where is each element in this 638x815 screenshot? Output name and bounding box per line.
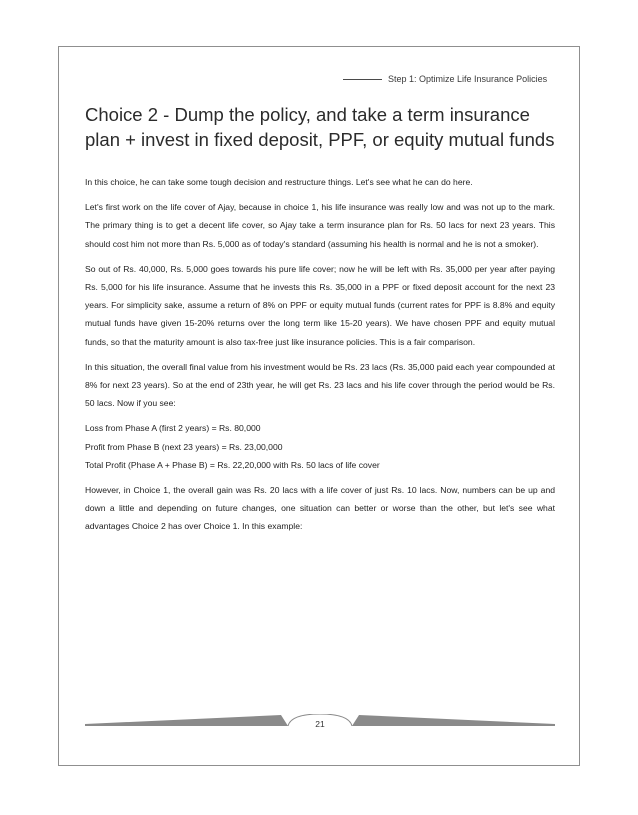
header-rule [343,79,382,80]
page-number: 21 [315,719,325,729]
paragraph-life-cover: Let's first work on the life cover of Ajay, because in choice 1, his life insurance was really low and was not up to the mark. The primary thing is to get a decent life cover, so Ajay take a term insurance plan for Rs. 50 lacs for next 23 years. This should cost him not more than Rs. 5,000 as of today's standard (assuming his health is normal and he is not a smoker). [85,202,555,249]
calc-line-profit: Profit from Phase B (next 23 years) = Rs. 23,00,000 [85,441,283,452]
page-title: Choice 2 - Dump the policy, and take a term insurance plan + invest in fixed deposit, PPF, or equity mutual funds [85,104,555,150]
calculation-block [85,419,555,474]
header-section-title: Step 1: Optimize Life Insurance Policies [388,74,548,84]
running-header [343,74,555,84]
calc-line-loss: Loss from Phase A (first 2 years) = Rs. 80,000 [85,423,261,434]
paragraph-investment: So out of Rs. 40,000, Rs. 5,000 goes towards his pure life cover; now he will be left with Rs. 35,000 per year after paying Rs. 5,000 for his life insurance. Assume that he invests this Rs. 35,000 in a PPF or fixed deposit account for the next 23 years. For simplicity sake, assume a return of 8% on PPF or equity mutual funds (current rates for PPF is 8.8% and equity mutual funds have given 15-20% returns over the long term like 15-20 years). We have chosen PPF and equity mutual funds, so that the maturity amount is also tax-free just like insurance policies. This is a fair comparison. [85,263,555,347]
paragraph-closing: However, in Choice 1, the overall gain was Rs. 20 lacs with a life cover of just Rs. 10 lacs. Now, numbers can be up and down a little and depending on future changes, one situation can better or worse than the other, but let's see what advantages Choice 2 has over Choice 1. In this example: [85,485,555,532]
paragraph-intro: In this choice, he can take some tough decision and restructure things. Let's see what he can do here. [85,177,473,187]
body-text [85,173,555,543]
calc-line-total: Total Profit (Phase A + Phase B) = Rs. 22,20,000 with Rs. 50 lacs of life cover [85,459,380,470]
paragraph-final-value: In this situation, the overall final value from his investment would be Rs. 23 lacs (Rs. 35,000 paid each year compounded at 8% for next 23 years). So at the end of 23th year, he will get Rs. 23 lacs and his life cover through the period would be Rs. 50 lacs. Now if you see: [85,361,555,409]
